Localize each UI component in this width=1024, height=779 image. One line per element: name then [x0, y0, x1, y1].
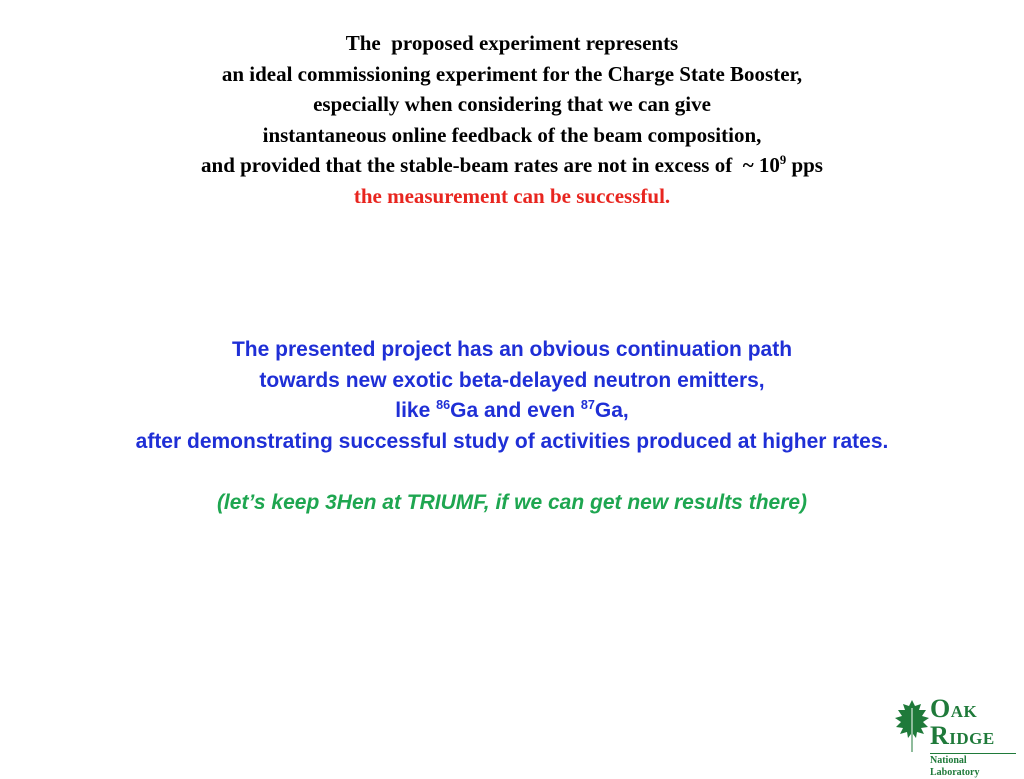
- rate-unit: pps: [786, 153, 823, 178]
- commissioning-line-4: instantaneous online feedback of the beam composition,: [262, 122, 762, 147]
- rate-limit-text: and provided that the stable-beam rates are not in excess of ~ 10: [201, 153, 780, 178]
- oak-ridge-wordmark: [930, 694, 1016, 779]
- oak-ridge-logo: [892, 694, 1016, 778]
- logo-word-ridge: RIDGE: [930, 721, 995, 750]
- logo-subtitle: National Laboratory: [930, 753, 1016, 779]
- continuation-paragraph: [0, 335, 1024, 457]
- continuation-like: like: [395, 399, 437, 423]
- continuation-line-4: after demonstrating successful study of activities produced at higher rates.: [135, 429, 889, 453]
- commissioning-conclusion: the measurement can be successful.: [353, 183, 671, 208]
- continuation-line-2: towards new exotic beta-delayed neutron emitters,: [259, 368, 765, 392]
- commissioning-line-2: an ideal commissioning experiment for the Charge State Booster,: [221, 61, 803, 86]
- commissioning-line-1: The proposed experiment represents: [345, 31, 679, 55]
- continuation-line-3: [0, 396, 1024, 427]
- commissioning-line-3: especially when considering that we can give: [313, 92, 711, 117]
- isotope-ga-87: Ga,: [594, 399, 629, 423]
- oak-leaf-icon: [892, 696, 932, 756]
- continuation-line-1: The presented project has an obvious continuation path: [231, 338, 793, 361]
- mass-number-87: 87: [580, 398, 595, 413]
- triumf-remark: (let’s keep 3Hen at TRIUMF, if we can get new results there): [216, 491, 808, 514]
- isotope-ga-86: Ga and even: [450, 399, 581, 423]
- rate-exponent: 9: [779, 153, 787, 168]
- commissioning-line-5: [0, 150, 1024, 181]
- mass-number-86: 86: [436, 398, 451, 413]
- commissioning-paragraph: [0, 28, 1024, 212]
- logo-word-oak: OAK: [930, 694, 978, 723]
